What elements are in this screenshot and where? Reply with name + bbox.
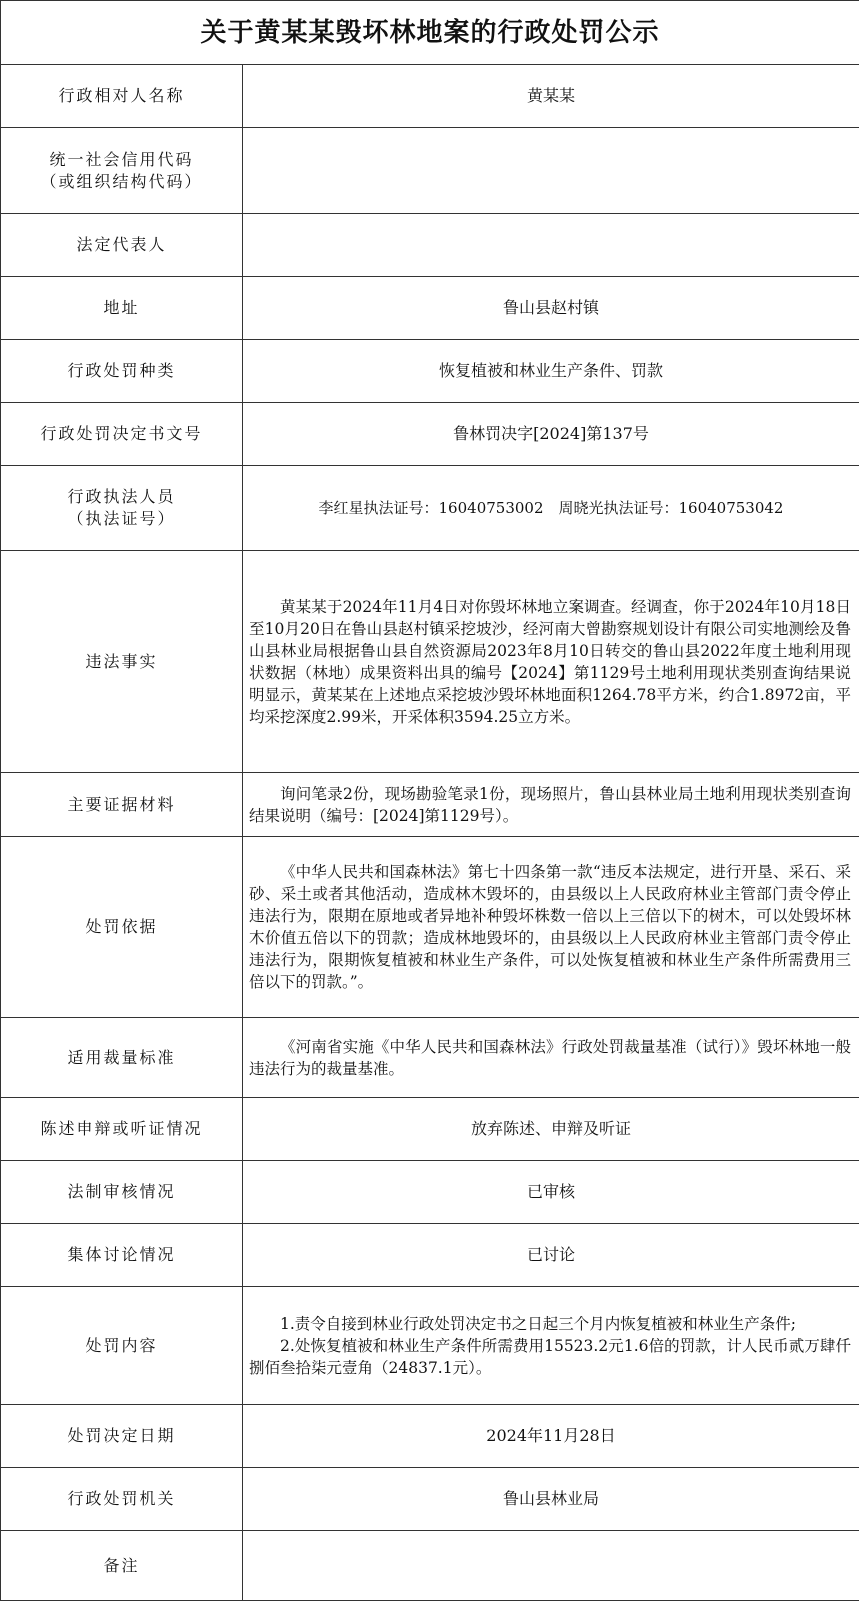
row-group-discussion: [1, 1224, 859, 1287]
label-credit-code-line2: （或组织结构代码）: [40, 171, 203, 191]
penalty-content-item-1: 1.责令自接到林业行政处罚决定书之日起三个月内恢复植被和林业生产条件;: [280, 1314, 797, 1333]
row-remarks: [1, 1531, 859, 1601]
row-decision-number: [1, 403, 859, 466]
row-credit-code: [1, 128, 859, 214]
label-legal-review: 法制审核情况: [1, 1161, 243, 1224]
label-remarks: 备注: [1, 1531, 243, 1601]
value-penalty-type: 恢复植被和林业生产条件、罚款: [243, 340, 859, 403]
label-decision-number: 行政处罚决定书文号: [1, 403, 243, 466]
row-hearing: [1, 1098, 859, 1161]
row-officers: [1, 466, 859, 551]
value-decision-number: 鲁林罚决字[2024]第137号: [243, 403, 859, 466]
label-legal-basis: 处罚依据: [1, 837, 243, 1018]
row-decision-date: [1, 1405, 859, 1468]
label-credit-code-line1: 统一社会信用代码: [49, 149, 194, 169]
label-hearing: 陈述申辩或听证情况: [1, 1098, 243, 1161]
label-penalty-type: 行政处罚种类: [1, 340, 243, 403]
facts-paragraph: 黄某某于2024年11月4日对你毁坏林地立案调查。经调查，你于2024年10月18日至10月20日在鲁山县赵村镇采挖坡沙，经河南大曾勘察规划设计有限公司实地测绘及鲁山县林业局根据鲁山县自然资源局2023年8月10日转交的鲁山县2022年度土地利用现状数据（林地）成果资料出具的编号【2024】第1129号土地利用现状类别查询结果说明显示，黄某某在上述地点采挖坡沙毁坏林地面积1264.78平方米，约合1.8972亩，平均采挖深度2.99米，开采体积3594.25立方米。: [249, 597, 852, 726]
label-authority: 行政处罚机关: [1, 1468, 243, 1531]
penalty-content-item-2: 2.处恢复植被和林业生产条件所需费用15523.2元1.6倍的罚款，计人民币贰万肆仟捌佰叁拾柒元壹角（24837.1元）。: [249, 1336, 852, 1377]
page-title: 关于黄某某毁坏林地案的行政处罚公示: [1, 1, 859, 65]
label-facts: 违法事实: [1, 551, 243, 773]
row-penalty-type: [1, 340, 859, 403]
row-party-name: [1, 65, 859, 128]
label-group-discussion: 集体讨论情况: [1, 1224, 243, 1287]
value-penalty-content: [243, 1287, 859, 1405]
label-officers: [1, 466, 243, 551]
label-legal-rep: 法定代表人: [1, 214, 243, 277]
value-hearing: 放弃陈述、申辩及听证: [243, 1098, 859, 1161]
label-penalty-content: 处罚内容: [1, 1287, 243, 1405]
value-credit-code: [243, 128, 859, 214]
row-discretion-standard: [1, 1018, 859, 1098]
row-penalty-content: [1, 1287, 859, 1405]
value-facts: [243, 551, 859, 773]
row-legal-rep: [1, 214, 859, 277]
label-address: 地址: [1, 277, 243, 340]
legal-basis-paragraph: 《中华人民共和国森林法》第七十四条第一款“违反本法规定，进行开垦、采石、采砂、采土或者其他活动，造成林木毁坏的，由县级以上人民政府林业主管部门责令停止违法行为，限期在原地或者异地补种毁坏株数一倍以上三倍以下的树木，可以处毁坏林木价值五倍以下的罚款；造成林地毁坏的，由县级以上人民政府林业主管部门责令停止违法行为，限期恢复植被和林业生产条件，可以处恢复植被和林业生产条件所需费用三倍以下的罚款。”。: [249, 863, 852, 991]
row-facts: [1, 551, 859, 773]
value-remarks: [243, 1531, 859, 1601]
evidence-paragraph: 询问笔录2份，现场勘验笔录1份，现场照片，鲁山县林业局土地利用现状类别查询结果说明（编号：[2024]第1129号）。: [249, 784, 852, 825]
row-legal-basis: [1, 837, 859, 1018]
label-officers-line1: 行政执法人员: [67, 487, 176, 506]
value-legal-basis: [243, 837, 859, 1018]
value-party-name: 黄某某: [243, 65, 859, 128]
discretion-standard-paragraph: 《河南省实施《中华人民共和国森林法》行政处罚裁量基准（试行）》毁坏林地一般违法行为的裁量基准。: [249, 1037, 852, 1078]
value-address: 鲁山县赵村镇: [243, 277, 859, 340]
value-legal-rep: [243, 214, 859, 277]
value-authority: 鲁山县林业局: [243, 1468, 859, 1531]
label-discretion-standard: 适用裁量标准: [1, 1018, 243, 1098]
value-decision-date: 2024年11月28日: [243, 1405, 859, 1468]
row-authority: [1, 1468, 859, 1531]
value-group-discussion: 已讨论: [243, 1224, 859, 1287]
row-address: [1, 277, 859, 340]
label-credit-code: [1, 128, 243, 214]
row-evidence: [1, 773, 859, 837]
value-legal-review: 已审核: [243, 1161, 859, 1224]
value-evidence: [243, 773, 859, 837]
value-officers: 李红星执法证号：16040753002 周晓光执法证号：16040753042: [243, 466, 859, 551]
label-party-name: 行政相对人名称: [1, 65, 243, 128]
label-officers-line2: （执法证号）: [67, 509, 176, 528]
row-legal-review: [1, 1161, 859, 1224]
label-evidence: 主要证据材料: [1, 773, 243, 837]
value-discretion-standard: [243, 1018, 859, 1098]
label-decision-date: 处罚决定日期: [1, 1405, 243, 1468]
